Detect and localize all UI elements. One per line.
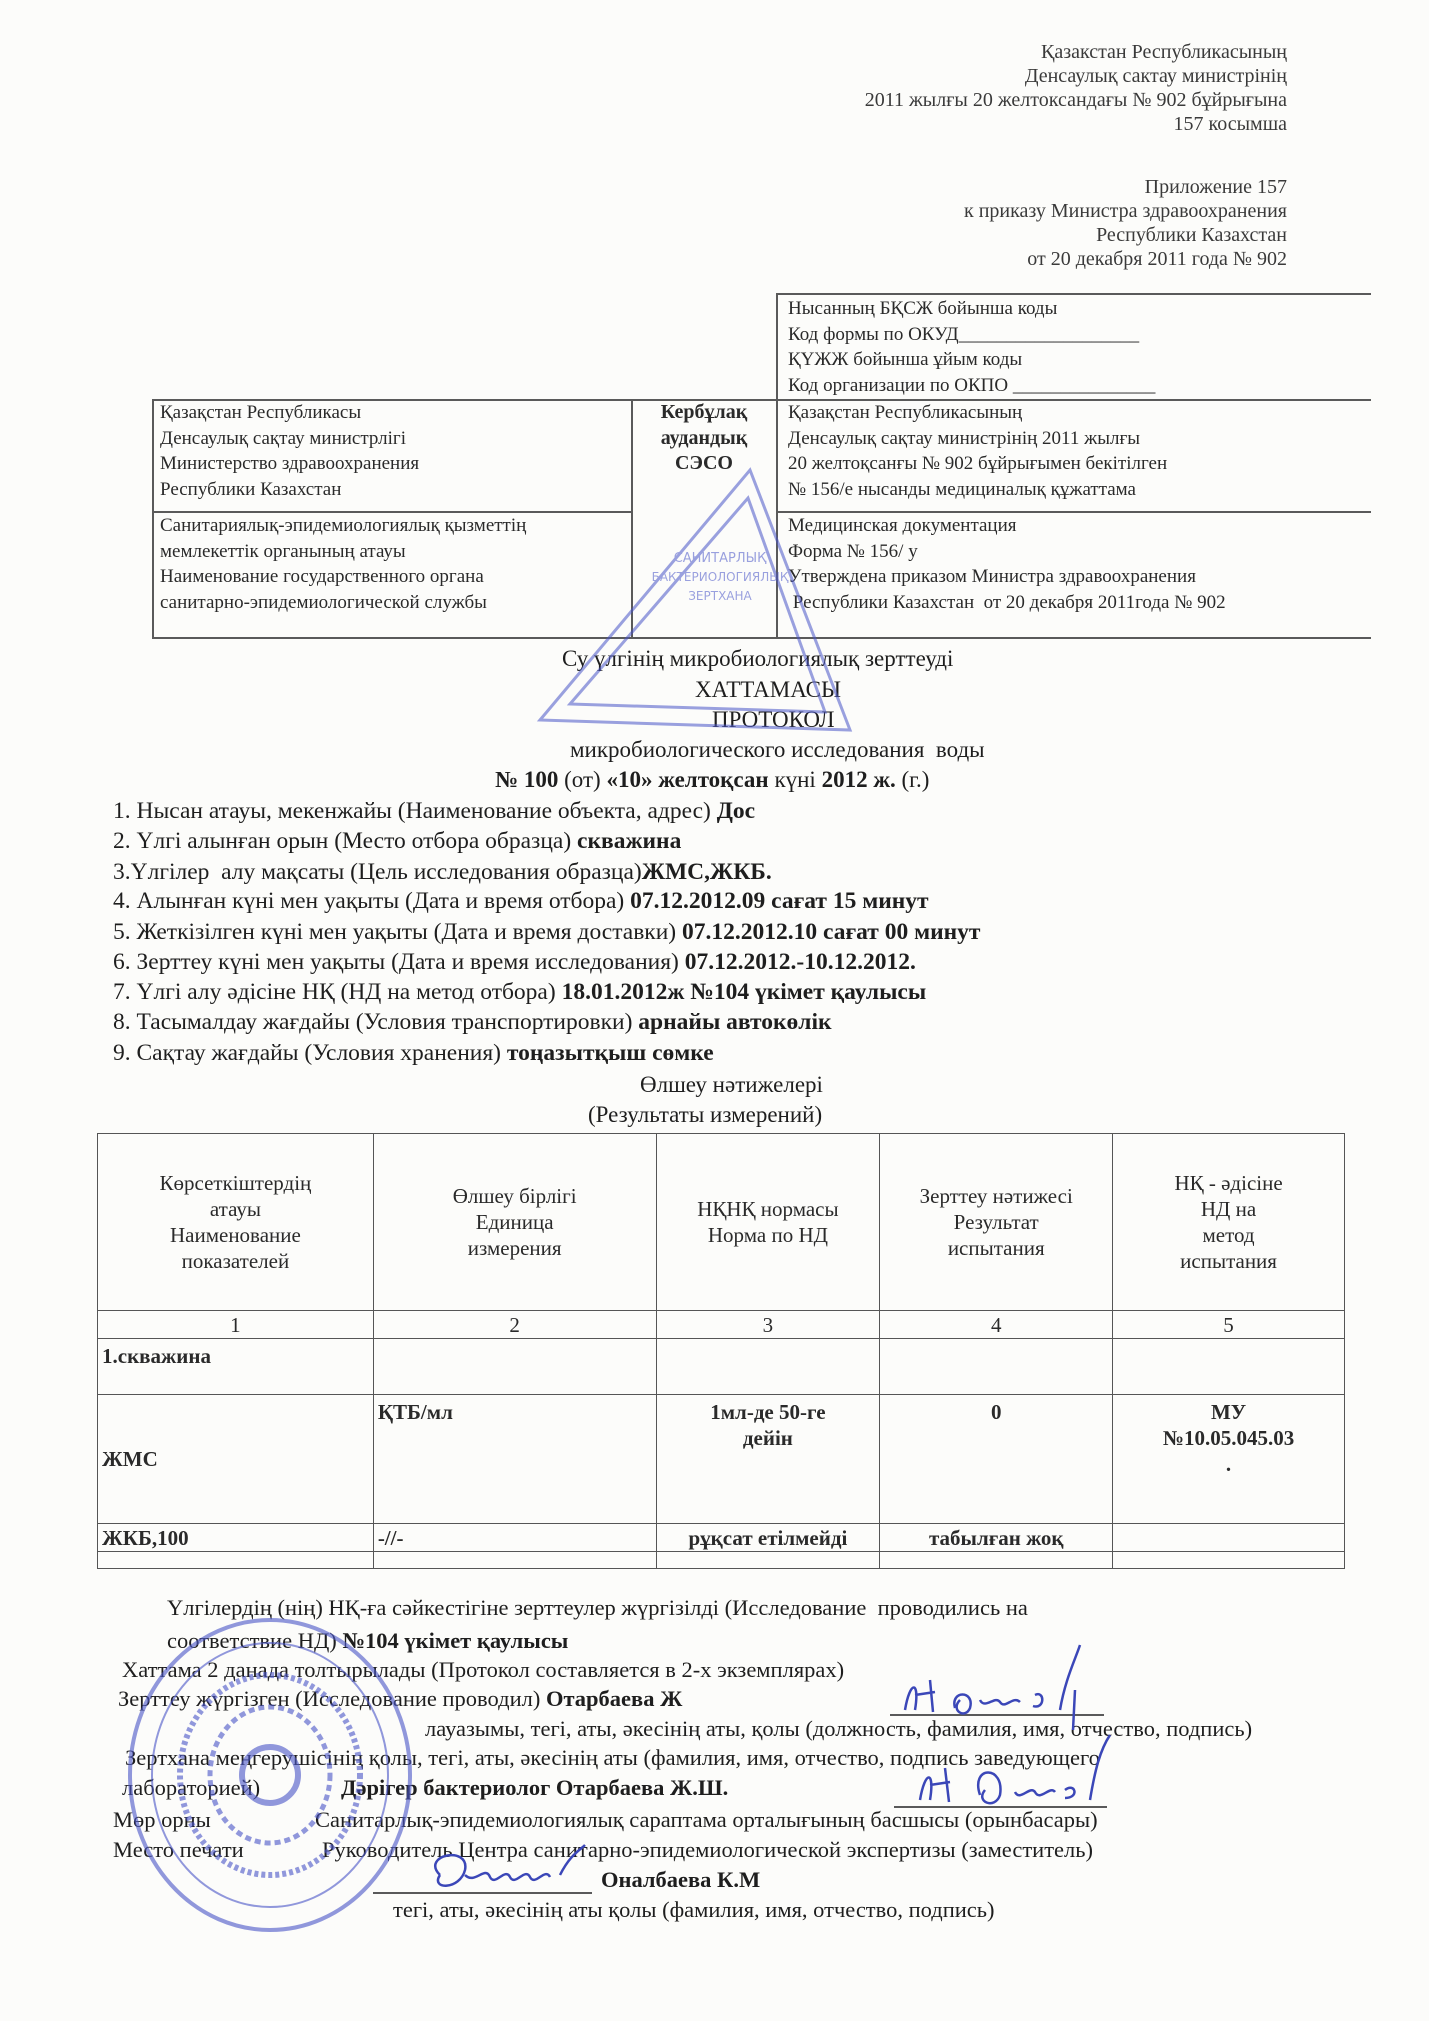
org-line: Форма № 156/ у	[788, 540, 918, 562]
stamp-text: БАКТЕРИОЛОГИЯЛЫҚ	[651, 570, 789, 584]
info-value: Дос	[716, 798, 756, 824]
info-label: 9. Сақтау жағдайы (Условия хранения)	[113, 1040, 507, 1066]
info-label: 7. Үлгі алу әдісіне НҚ (НД на метод отбора)	[113, 979, 562, 1005]
org-line: № 156/е нысанды медициналық құжаттама	[788, 478, 1136, 500]
info-value: арнайы автокөлік	[638, 1009, 832, 1035]
unit-cell: -//-	[373, 1524, 656, 1552]
column-number-row	[98, 1311, 1345, 1339]
seal-place-ru: Место печати	[113, 1837, 244, 1862]
protocol-number	[495, 766, 929, 794]
researcher-caption: лауазымы, тегі, аты, әкесінің аты, қолы (должность, фамилия, имя, отчество, подпись)	[425, 1716, 1253, 1741]
director-caption: тегі, аты, әкесінің аты қолы (фамилия, имя, отчество, подпись)	[393, 1897, 995, 1922]
indicator-cell: ЖМС	[98, 1395, 374, 1524]
info-label: 5. Жеткізілген күні мен уақыты (Дата и время доставки)	[113, 919, 682, 945]
info-item	[113, 1040, 714, 1067]
info-value: скважина	[577, 828, 682, 854]
info-item	[113, 1009, 832, 1036]
signature-icon	[905, 1730, 1125, 1815]
code-line: ҚҮЖЖ бойынша ұйым коды	[788, 349, 1023, 370]
conformity-text-2: соответствие НД) №104 үкімет қаулысы	[167, 1628, 569, 1653]
table-row	[98, 1395, 1345, 1524]
protocol-date: «10» желтоқсан	[606, 767, 769, 792]
round-seal-icon	[120, 1610, 420, 1940]
info-label: 1. Нысан атауы, мекенжайы (Наименование объекта, адрес)	[113, 798, 717, 824]
section-row	[98, 1339, 1345, 1395]
conformity-text: Үлгілердің (нің) НҚ-ға сәйкестігіне зерттеулер жүргізілді (Исследование проводились на	[167, 1595, 1028, 1620]
info-label: 4. Алынған күні мен уақыты (Дата и время отбора)	[113, 888, 631, 914]
results-heading-ru: (Результаты измерений)	[588, 1102, 823, 1127]
method-cell: МУ №10.05.045.03 .	[1113, 1395, 1345, 1524]
info-value: 07.12.2012.-10.12.2012.	[684, 949, 916, 975]
org-line: Республики Казахстан от 20 декабря 2011года № 902	[788, 591, 1226, 613]
org-line: Медицинская документация	[788, 515, 1017, 536]
header-line: Қазакстан Республикасының	[1040, 41, 1287, 63]
protocol-year: 2012 ж.	[821, 767, 896, 792]
result-cell: табылған жоқ	[880, 1524, 1113, 1552]
info-item	[113, 888, 929, 915]
copies-text: Хаттама 2 данада толтырылады (Протокол составляется в 2-х экземплярах)	[122, 1657, 845, 1682]
empty-row	[98, 1552, 1345, 1569]
table-row	[98, 1524, 1345, 1552]
unit-cell: ҚТБ/мл	[373, 1395, 656, 1524]
header-line: Республики Казахстан	[1096, 224, 1287, 246]
org-line: Наименование государственного органа	[160, 566, 484, 587]
info-value: 07.12.2012.10 сағат 00 минут	[682, 919, 981, 945]
title-kz: Су үлгінің микробиологиялық зерттеуді	[562, 646, 954, 671]
header-line: к приказу Министра здравоохранения	[964, 200, 1287, 222]
title-protocol: ПРОТОКОЛ	[712, 707, 835, 732]
info-item	[113, 828, 681, 855]
code-line: Код формы по ОКУД___________________	[788, 323, 1140, 345]
header-line: 157 косымша	[1173, 113, 1287, 135]
text: (от)	[558, 767, 607, 792]
col-header-result: Зерттеу нәтижесі Результат испытания	[880, 1134, 1113, 1311]
org-line: Министерство здравоохранения	[160, 453, 420, 474]
section-label: 1.скважина	[98, 1339, 374, 1395]
org-left	[160, 400, 419, 502]
info-value: 07.12.2012.09 сағат 15 минут	[630, 888, 929, 914]
info-item	[113, 859, 772, 886]
results-table	[97, 1133, 1345, 1569]
norm-cell: 1мл-де 50-ге дейін	[656, 1395, 880, 1524]
org-line: санитарно-эпидемиологической службы	[160, 591, 487, 613]
triangle-stamp-icon	[520, 450, 860, 770]
code-line: Код организации по ОКПО _______________	[788, 374, 1156, 396]
info-item	[113, 949, 916, 976]
header-line: от 20 декабря 2011 года № 902	[1027, 248, 1287, 270]
info-label: 3.Үлгілер алу мақсаты (Цель исследования образца)	[113, 859, 642, 885]
signature-icon	[895, 1640, 1115, 1730]
org-line: Санитариялық-эпидемиологиялық қызметтің	[160, 515, 527, 536]
table-header-row	[98, 1134, 1345, 1311]
col-number: 5	[1113, 1311, 1345, 1339]
col-header-unit: Өлшеу бірлігі Единица измерения	[373, 1134, 656, 1311]
info-value: 18.01.2012ж №104 үкімет қаулысы	[561, 979, 927, 1005]
norm-cell: рұқсат етілмейді	[656, 1524, 880, 1552]
info-item	[113, 979, 926, 1006]
col-number: 1	[98, 1311, 374, 1339]
head-name: Дәрігер бактериолог Отарбаева Ж.Ш.	[341, 1775, 729, 1800]
info-value: ЖМС,ЖКБ.	[641, 859, 772, 885]
title-ru: микробиологического исследования воды	[570, 737, 985, 762]
col-header-indicator: Көрсеткіштердің атауы Наименование показателей	[98, 1134, 374, 1311]
text: күні	[768, 767, 822, 792]
org-line: СЭСО	[674, 452, 733, 474]
col-number: 3	[656, 1311, 880, 1339]
head-label: Зертхана меңгерушісінің қолы, тегі, аты, әкесінің аты (фамилия, имя, отчество, подпись заведующего	[125, 1745, 1100, 1770]
header-line: Денсаулық сактау министрінің	[1024, 65, 1287, 87]
director-title-kz: Санитарлық-эпидемиологиялық сараптама орталығының басшысы (орынбасары)	[315, 1807, 1098, 1832]
header-line: Приложение 157	[1144, 176, 1287, 198]
researcher-name: Отарбаева Ж	[545, 1686, 683, 1711]
info-label: 2. Үлгі алынған орын (Место отбора образца)	[113, 828, 578, 854]
code-line: Нысанның БҚСЖ бойынша коды	[788, 298, 1058, 319]
seal-place-kz: Мөр орны	[113, 1807, 211, 1832]
indicator-cell: ЖКБ,100	[98, 1524, 374, 1552]
conformity-value: №104 үкімет қаулысы	[342, 1628, 569, 1653]
result-cell: 0	[880, 1395, 1113, 1524]
org-line: Денсаулық сақтау министрінің 2011 жылғы	[788, 427, 1141, 449]
org-line: Қазақстан Республикасының	[788, 402, 1023, 423]
info-item	[113, 798, 755, 825]
protocol-no: № 100	[495, 767, 559, 792]
header-ru	[964, 175, 1287, 271]
header-line: 2011 жылғы 20 желтоксандағы № 902 бұйрығына	[864, 89, 1287, 111]
title-hattamasy: ХАТТАМАСЫ	[695, 677, 842, 702]
body-left	[160, 513, 526, 615]
results-heading-kz: Өлшеу нәтижелері	[640, 1072, 823, 1097]
form-codes	[788, 296, 1155, 398]
col-header-norm: НҚНҚ нормасы Норма по НД	[656, 1134, 880, 1311]
method-cell	[1113, 1524, 1345, 1552]
stamp-text: САНИТАРЛЫҚ	[673, 551, 767, 566]
researcher-line: Зерттеу жүргізген (Исследование проводил) Отарбаева Ж	[118, 1686, 683, 1711]
header-kz	[865, 40, 1287, 136]
org-line: Утверждена приказом Министра здравоохранения	[788, 566, 1196, 587]
org-line: аудандық	[660, 426, 748, 449]
table-border	[152, 399, 154, 637]
signature-icon	[410, 1835, 630, 1905]
org-line: Қазақстан Республикасы	[160, 402, 362, 423]
stamp-text: ЗЕРТХАНА	[688, 589, 752, 603]
org-line: мемлекеттік органының атауы	[160, 540, 406, 562]
org-line: Кербұлақ	[660, 401, 748, 423]
director-name: Оналбаева К.М	[601, 1867, 761, 1892]
info-label: 6. Зерттеу күні мен уақыты (Дата и время исследования)	[113, 949, 685, 975]
info-label: 8. Тасымалдау жағдайы (Условия транспортировки)	[113, 1009, 639, 1035]
col-number: 4	[880, 1311, 1113, 1339]
col-number: 2	[373, 1311, 656, 1339]
text: (г.)	[895, 767, 930, 792]
col-header-method: НҚ - әдісіне НД на метод испытания	[1113, 1134, 1345, 1311]
director-title-ru: Руководитель Центра санитарно-эпидемиологической экспертизы (заместитель)	[322, 1837, 1094, 1862]
table-border	[776, 293, 1371, 295]
org-line: Денсаулық сақтау министрлігі	[160, 427, 406, 449]
head-label-2: лабораторией)	[122, 1775, 261, 1800]
org-line: 20 желтоқсанғы № 902 бұйрығымен бекітілген	[788, 453, 1168, 474]
org-line: Республики Казахстан	[160, 478, 342, 500]
info-value: тоңазытқыш сөмке	[506, 1040, 714, 1066]
info-item	[113, 919, 980, 946]
